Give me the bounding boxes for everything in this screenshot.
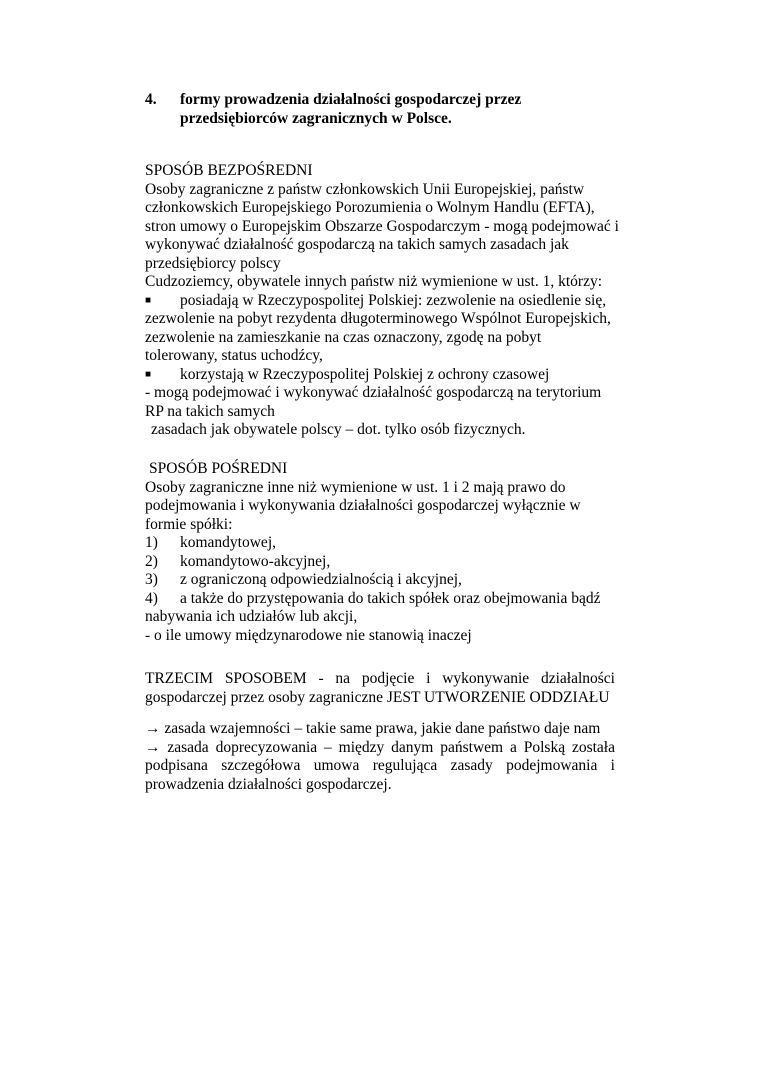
indirect-tail: - o ile umowy międzynarodowe nie stanowią inaczej — [145, 626, 472, 644]
principle-item — [145, 739, 615, 758]
indirect-line: podejmowania i wykonywania działalności gospodarczej wyłącznie w — [145, 497, 581, 514]
numbered-item — [145, 534, 615, 553]
bullet-icon: ■ — [145, 294, 152, 306]
principles-section — [145, 720, 615, 794]
arrow-right-icon: → — [145, 720, 161, 737]
bullet-continuation: zezwolenie na zamieszkanie na czas oznaczony, zgodę na pobyt — [145, 328, 542, 346]
direct-tail: RP na takich samych — [145, 402, 275, 420]
item-number: 1) — [145, 534, 158, 551]
heading-number: 4. — [145, 91, 157, 108]
direct-method-section — [145, 162, 619, 440]
direct-line: Osoby zagraniczne z państw członkowskich Unii Europejskiej, państw — [145, 180, 585, 198]
heading-line-2: przedsiębiorców zagranicznych w Polsce. — [180, 110, 452, 127]
heading-line-1: formy prowadzenia działalności gospodarczej przez — [180, 91, 522, 108]
bullet-item — [145, 366, 615, 385]
indirect-line: Osoby zagraniczne inne niż wymienione w ust. 1 i 2 mają prawo do — [145, 478, 566, 496]
item-number: 2) — [145, 552, 158, 570]
bullet-continuation: tolerowany, status uchodźcy, — [145, 347, 323, 364]
indirect-method-section — [145, 460, 615, 645]
principle-continuation: prowadzenia działalności gospodarczej. — [145, 775, 392, 793]
item-number: 4) — [145, 589, 158, 607]
principle-text: zasada doprecyzowania – między danym państwem a Polską została — [167, 738, 615, 756]
principle-continuation: podpisana szczegółowa umowa regulująca zasady podejmowania i — [145, 757, 615, 774]
direct-line: wykonywać działalność gospodarczą na takich samych zasadach jak — [145, 236, 569, 253]
bullet-item — [145, 292, 615, 311]
third-line-2: gospodarczej przez osoby zagraniczne JEST UTWORZENIE ODDZIAŁU — [145, 688, 610, 706]
bullet-icon: ■ — [145, 368, 152, 380]
direct-line: przedsiębiorcy polscy — [145, 254, 281, 272]
direct-tail: zasadach jak obywatele polscy – dot. tylko osób fizycznych. — [151, 421, 526, 438]
numbered-item — [145, 553, 615, 572]
item-text: komandytowej, — [180, 534, 276, 551]
arrow-right-icon: → — [145, 738, 161, 756]
principle-item — [145, 720, 615, 739]
item-text: a także do przystępowania do takich spółek oraz obejmowania bądź — [180, 589, 601, 607]
direct-tail: - mogą podejmować i wykonywać działalność gospodarczą na terytorium — [145, 384, 602, 401]
third-method-section — [145, 670, 615, 707]
item-text: komandytowo-akcyjnej, — [180, 552, 331, 570]
bullet-text: korzystają w Rzeczypospolitej Polskiej z ochrony czasowej — [180, 365, 550, 383]
third-line-1: TRZECIM SPOSOBEM - na podjęcie i wykonywanie działalności — [145, 670, 615, 687]
direct-title: SPOSÓB BEZPOŚREDNI — [145, 162, 313, 179]
direct-line: członkowskich Europejskiego Porozumienia o Wolnym Handlu (EFTA), — [145, 199, 595, 216]
numbered-item — [145, 590, 615, 609]
item-number: 3) — [145, 571, 158, 588]
indirect-title: SPOSÓB POŚREDNI — [149, 460, 288, 477]
indirect-tail: nabywania ich udziałów lub akcji, — [145, 608, 358, 625]
principle-text: zasada wzajemności – takie same prawa, jakie dane państwo daje nam — [164, 720, 601, 737]
item-text: z ograniczoną odpowiedzialnością i akcyjnej, — [180, 571, 462, 588]
indirect-line: formie spółki: — [145, 515, 233, 533]
section-heading — [145, 90, 615, 128]
direct-line: stron umowy o Europejskim Obszarze Gospodarczym - mogą podejmować i — [145, 217, 619, 235]
numbered-item — [145, 571, 615, 590]
bullet-text: posiadają w Rzeczypospolitej Polskiej: zezwolenie na osiedlenie się, — [180, 291, 607, 309]
direct-line: Cudzoziemcy, obywatele innych państw niż wymienione w ust. 1, którzy: — [145, 273, 603, 290]
bullet-continuation: zezwolenie na pobyt rezydenta długoterminowego Wspólnot Europejskich, — [145, 310, 611, 327]
